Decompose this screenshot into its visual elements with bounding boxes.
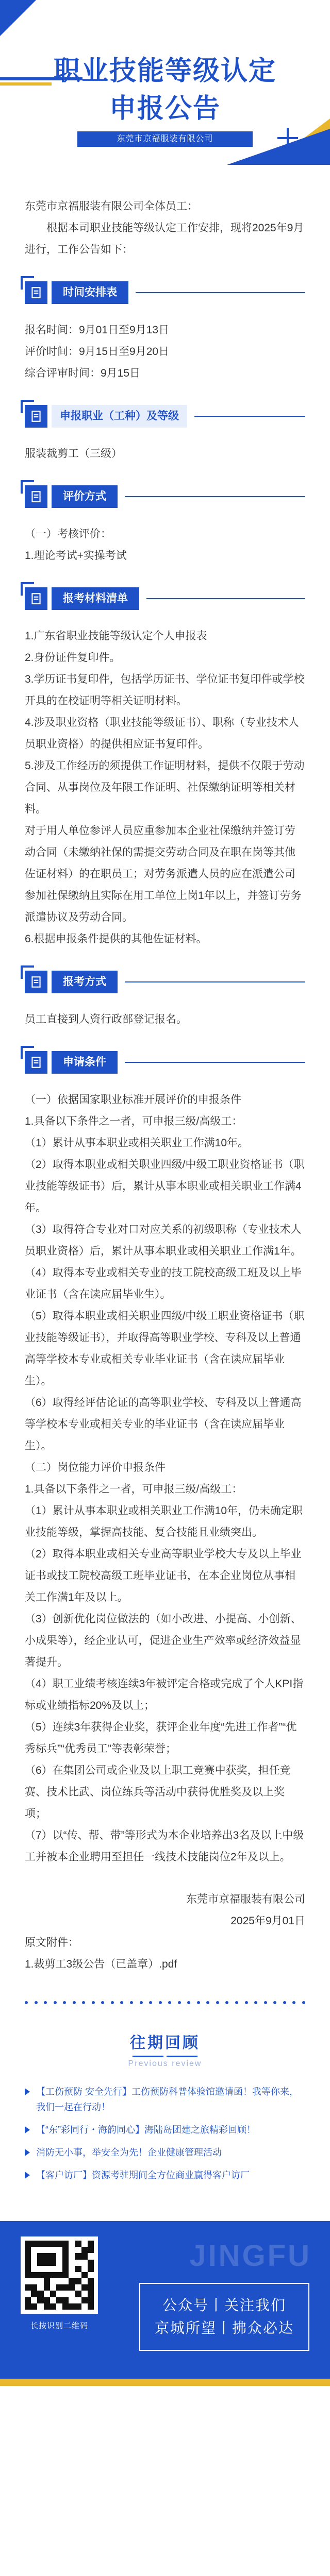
material-item: 3.学历证书复印件，包括学历证书、学位证书复印件或学校开具的在校证明等相关证明材料。 [25,673,305,707]
schedule-line: 综合评审时间：9月15日 [25,367,141,379]
follow-line-2: 京城所望丨拂众必达 [154,2320,294,2336]
page-title-line-2: 申报公告 [109,94,221,124]
section-header-conditions [25,1051,305,1074]
corner-bracket-decoration [21,400,34,413]
section-rule [125,496,305,497]
article-body [0,165,330,1996]
section-rule [125,981,305,982]
section-header-method [25,485,305,508]
condition-item: （7）以“传、帮、带”等形式为本企业培养出3名及以上中级工并被本企业聘用至担任一线技术技能岗位2年及以上。 [25,1829,304,1863]
material-item: 对于用人单位参评人员应重参加本企业社保缴纳并签订劳动合同（未缴纳社保的需提交劳动合同及在职在岗等其他佐证材料）的在职员工；对劳务派遣人员的应在派遣公司参加社保缴纳且实际在用工单位上岗1年以上，并签订劳务派遣协议及劳动合同。 [25,825,302,923]
schedule-line: 报名时间：9月01日至9月13日 [25,324,170,336]
previous-review [0,2004,330,2221]
corner-bracket-decoration [21,965,34,979]
material-item: 6.根据申报条件提供的其他佐证材料。 [25,933,207,945]
condition-item: （4）职工业绩考核连续3年被评定合格或完成了个人KPI指标或业绩指标20%及以上； [25,1678,304,1711]
condition-item: （2）取得本职业或相关专业高等职业学校大专及以上毕业证书或技工院校高级工班毕业证书，在本企业岗位从事相关工作满1年及以上。 [25,1548,302,1603]
condition-item: （6）取得经评估论证的高等职业学校、专科及以上普通高等学校本专业或相关专业的毕业证书（含在读应届毕业生）。 [25,1397,302,1452]
section-label: 报考材料清单 [52,587,139,610]
review-subtitle: Previous review [128,2059,202,2068]
method-line: （一）考核评价： [25,528,111,540]
condition-item: 1.具备以下条件之一者，可申报三级/高级工： [25,1115,243,1127]
review-title-bars [25,2056,305,2057]
review-list [25,2084,305,2183]
follow-line-1: 公众号丨关注我们 [162,2297,286,2313]
section-header-schedule [25,281,305,304]
signoff-company: 东莞市京福服装有限公司 [186,1893,305,1905]
registration-line: 员工直接到人资行政部登记报名。 [25,1013,187,1025]
follow-box [139,2283,309,2351]
condition-item: （2）取得本职业或相关职业四级/中级工职业资格证书（职业技能等级证书）后，累计从事本职业或相关职业工作满4年。 [25,1159,305,1214]
company-name-band: 东莞市京福服装有限公司 [77,131,253,147]
review-link-text: 【“东”彩同行・海韵同心】海陆岛团建之旅精彩回顾！ [36,2125,256,2135]
page-title-line-1: 职业技能等级认定 [53,56,276,86]
triangle-bullet-icon [25,2172,30,2179]
section-rule [136,292,305,293]
qr-code-pattern [25,2241,94,2310]
condition-item: （4）取得本专业或相关专业的技工院校高级工班及以上毕业证书（含在读应届毕业生）。 [25,1267,302,1300]
greeting: 东莞市京福服装有限公司全体员工： [25,200,198,212]
section-header-registration [25,971,305,993]
condition-item: （1）累计从事本职业或相关职业工作满10年，仍未确定职业技能等级，掌握高技能、复合技能且业绩突出。 [25,1505,303,1538]
review-link-text: 消防无小事，举安全为先！企业健康管理活动 [36,2147,222,2158]
schedule-line: 评价时间：9月15日至9月20日 [25,346,170,358]
condition-item: （3）取得符合专业对口对应关系的初级职称（专业技术人员职业资格）后，累计从事本职业或相关职业工作满1年。 [25,1224,302,1257]
review-title: 往期回顾 [130,2035,200,2052]
condition-item: （二）岗位能力评价申报条件 [25,1462,166,1473]
footer-stripe [0,2379,330,2386]
corner-bracket-decoration [21,276,34,290]
section-header-occupation [25,405,305,428]
section-label: 评价方式 [52,485,118,508]
method-line: 1.理论考试+实操考试 [25,550,127,562]
signoff-date: 2025年9月01日 [230,1915,305,1927]
review-link[interactable] [25,2084,305,2115]
condition-item: （1）累计从事本职业或相关职业工作满10年。 [25,1137,249,1149]
material-item: 1.广东省职业技能等级认定个人申报表 [25,630,207,642]
section-rule [125,1062,305,1063]
corner-bracket-decoration [21,1046,34,1059]
section-rule [194,416,305,417]
condition-item: （3）创新优化岗位做法的（如小改进、小提高、小创新、小成果等），经企业认可，促进企业生产效率或经济效益显著提升。 [25,1613,302,1668]
attachments-title: 原文附件： [25,1937,79,1948]
triangle-bullet-icon [25,2126,30,2133]
review-link-text: 【客户访厂】资源考驻期间全方位商业赢得客户访厂 [36,2170,250,2180]
review-link[interactable] [25,2145,305,2160]
section-label: 时间安排表 [52,281,128,304]
section-label: 报考方式 [52,971,118,993]
section-rule [146,598,305,599]
condition-item: （6）在集团公司或企业及以上职工竞赛中获奖，担任竞赛、技术比武、岗位练兵等活动中获得优胜奖及以上奖项； [25,1765,291,1820]
review-link-text: 【工伤预防 安全先行】工伤预防科普体验馆邀请函！我等你来，我们一起在行动！ [36,2087,299,2112]
condition-item: （5）连续3年获得企业奖，获评企业年度“先进工作者”“优秀标兵”“优秀员工”等表彰荣誉； [25,1721,297,1755]
condition-item: （5）取得本职业或相关职业四级/中级工职业资格证书（职业技能等级证书），并取得高等职业学校、专科及以上普通高等学校本专业或相关专业毕业证书（含在读应届毕业生）。 [25,1310,305,1387]
corner-triangle-decoration [0,0,36,36]
triangle-bullet-icon [25,2149,30,2156]
corner-triangle-decoration [227,129,330,165]
poster-header [0,0,330,165]
section-label: 申报职业（工种）及等级 [52,405,187,428]
corner-bracket-decoration [21,480,34,494]
intro-paragraph: 根据本司职业技能等级认定工作安排，现将2025年9月进行，工作公告如下： [25,222,304,256]
review-link[interactable] [25,2167,305,2183]
material-item: 5.涉及工作经历的须提供工作证明材料，提供不仅限于劳动合同、从事岗位及年限工作证明、社保缴纳证明等相关材料。 [25,760,305,815]
footer-banner [0,2221,330,2386]
condition-item: 1.具备以下条件之一者，可申报三级/高级工： [25,1483,243,1495]
condition-item: （一）依据国家职业标准开展评价的申报条件 [25,1094,241,1106]
attachment-link[interactable]: 1.裁剪工3级公告（已盖章）.pdf [25,1958,177,1970]
review-header [25,2030,305,2069]
review-link[interactable] [25,2122,305,2138]
qr-code[interactable] [21,2236,98,2314]
triangle-bullet-icon [25,2088,30,2095]
occupation-line: 服装裁剪工（三级） [25,448,122,460]
brand-watermark: JINGFU [189,2239,311,2273]
material-item: 2.身份证件复印件。 [25,652,121,664]
section-header-materials [25,587,305,610]
scan-hint: 长按识别二维码 [30,2321,88,2330]
section-label: 申请条件 [52,1051,118,1074]
corner-bracket-decoration [21,582,34,596]
material-item: 4.涉及职业资格（职业技能等级证书）、职称（专业技术人员职业资格）的提供相应证书复印件。 [25,717,300,750]
